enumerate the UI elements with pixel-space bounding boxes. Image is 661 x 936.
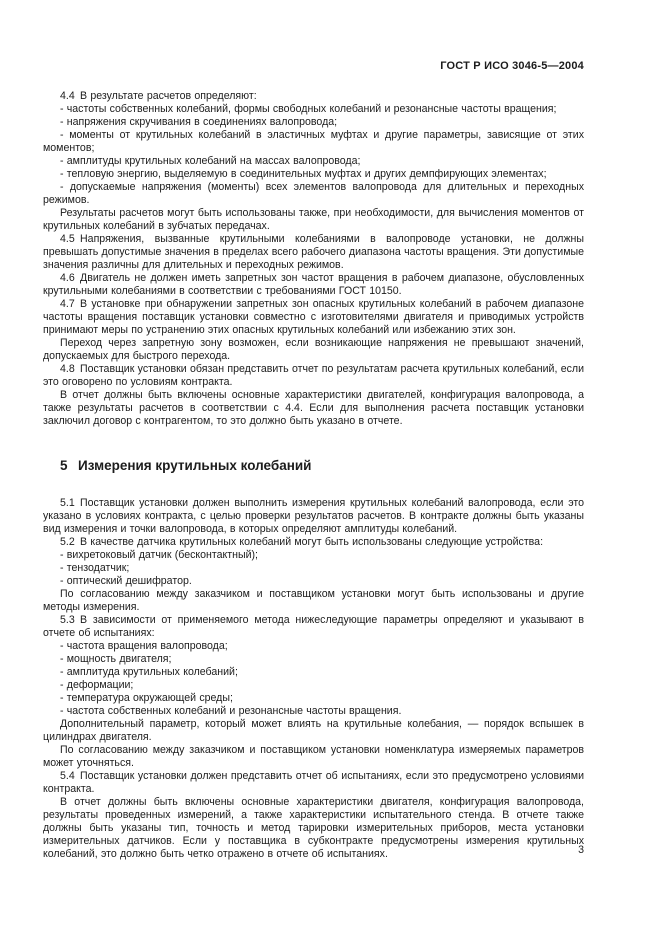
list-item: - допускаемые напряжения (моменты) всех элементов валопровода для длительных и переходных режимов. <box>43 181 584 206</box>
paragraph: По согласованию между заказчиком и поставщиком установки могут быть использованы и другие методы измерения. <box>43 588 584 613</box>
list-item: - деформации; <box>60 679 134 691</box>
paragraph: Переход через запретную зону возможен, если возникающие напряжения не превышают значений, допускаемых для быстрого перехода. <box>43 337 584 362</box>
clause-paragraph: 4.5 Напряжения, вызванные крутильными колебаниями в валопроводе установки, не должны превышать допустимые значения в пределах всего рабочего диапазона частоты вращения. Эти допустимые значения различны для длительных и переходных режимов. <box>43 233 584 271</box>
paragraph: Дополнительный параметр, который может влиять на крутильные колебания, — порядок вспышек в цилиндрах двигателя. <box>43 718 584 743</box>
paragraph: В отчет должны быть включены основные характеристики двигателей, конфигурация валопровода, а также результаты расчетов в соответствии с 4.4. Если для выполнения расчета поставщик установки заключил договор с контрагентом, то это должно быть указано в отчете. <box>43 389 584 427</box>
clause-paragraph: 5.4 Поставщик установки должен представить отчет об испытаниях, если это предусмотрено условиями контракта. <box>43 770 584 795</box>
paragraph: Результаты расчетов могут быть использованы также, при необходимости, для вычисления моментов от крутильных колебаний в зубчатых передачах. <box>43 207 584 232</box>
list-item: - тепловую энергию, выделяемую в соединительных муфтах и других демпфирующих элементах; <box>60 168 547 180</box>
list-item: - частота вращения валопровода; <box>60 640 228 652</box>
clause-paragraph: 5.1 Поставщик установки должен выполнить измерения крутильных колебаний валопровода, если это указано в условиях контракта, с целью проверки результатов расчетов. В контракте должны быть указаны вид измерения и точки валопровода, в которых определяют амплитуды колебаний. <box>43 497 584 535</box>
list-item: - оптический дешифратор. <box>60 575 192 587</box>
list-item: - тензодатчик; <box>60 562 130 574</box>
clause-paragraph: 5.3 В зависимости от применяемого метода нижеследующие параметры определяют и указывают в отчете об испытаниях: <box>43 614 584 639</box>
section-heading: 5 Измерения крутильных колебаний <box>60 458 312 473</box>
list-item: - частоты собственных колебаний, формы свободных колебаний и резонансные частоты вращения; <box>60 103 557 115</box>
list-item: - мощность двигателя; <box>60 653 172 665</box>
clause-paragraph: 5.2 В качестве датчика крутильных колебаний могут быть использованы следующие устройства: <box>60 536 544 548</box>
list-item: - вихретоковый датчик (бесконтактный); <box>60 549 258 561</box>
list-item: - моменты от крутильных колебаний в эластичных муфтах и другие параметры, зависящие от этих моментов; <box>43 129 584 154</box>
content-column <box>43 90 584 861</box>
paragraph: В отчет должны быть включены основные характеристики двигателя, конфигурация валопровода, результаты проведенных измерений, а также характеристики испытательного стенда. В отчете также должны быть указаны тип, точность и метод тарировки измерительных приборов, места установки измерительных датчиков. Если у поставщика в субконтракте предусмотрены измерения крутильных колебаний, это должно быть четко отражено в отчете об испытаниях. <box>43 796 584 860</box>
clause-paragraph: 4.7 В установке при обнаружении запретных зон опасных крутильных колебаний в рабочем диапазоне частоты вращения поставщик установки совместно с изготовителями двигателя и приводимых устройств принимают меры по устранению этих опасных крутильных колебаний или избежанию этих зон. <box>43 298 584 336</box>
paragraph: По согласованию между заказчиком и поставщиком установки номенклатура измеряемых параметров может уточняться. <box>43 744 584 769</box>
list-item: - амплитуда крутильных колебаний; <box>60 666 238 678</box>
list-item: - напряжения скручивания в соединениях валопровода; <box>60 116 338 128</box>
list-item: - температура окружающей среды; <box>60 692 233 704</box>
page-number: 3 <box>578 844 584 856</box>
clause-paragraph: 4.8 Поставщик установки обязан представить отчет по результатам расчета крутильных колебаний, если это оговорено по условиям контракта. <box>43 363 584 388</box>
running-header: ГОСТ Р ИСО 3046-5—2004 <box>440 60 584 72</box>
clause-paragraph: 4.4 В результате расчетов определяют: <box>60 90 257 102</box>
clause-paragraph: 4.6 Двигатель не должен иметь запретных зон частот вращения в рабочем диапазоне, обусловленных крутильными колебаниями в соответствии с требованиями ГОСТ 10150. <box>43 272 584 297</box>
list-item: - амплитуды крутильных колебаний на массах валопровода; <box>60 155 361 167</box>
list-item: - частота собственных колебаний и резонансные частоты вращения. <box>60 705 402 717</box>
